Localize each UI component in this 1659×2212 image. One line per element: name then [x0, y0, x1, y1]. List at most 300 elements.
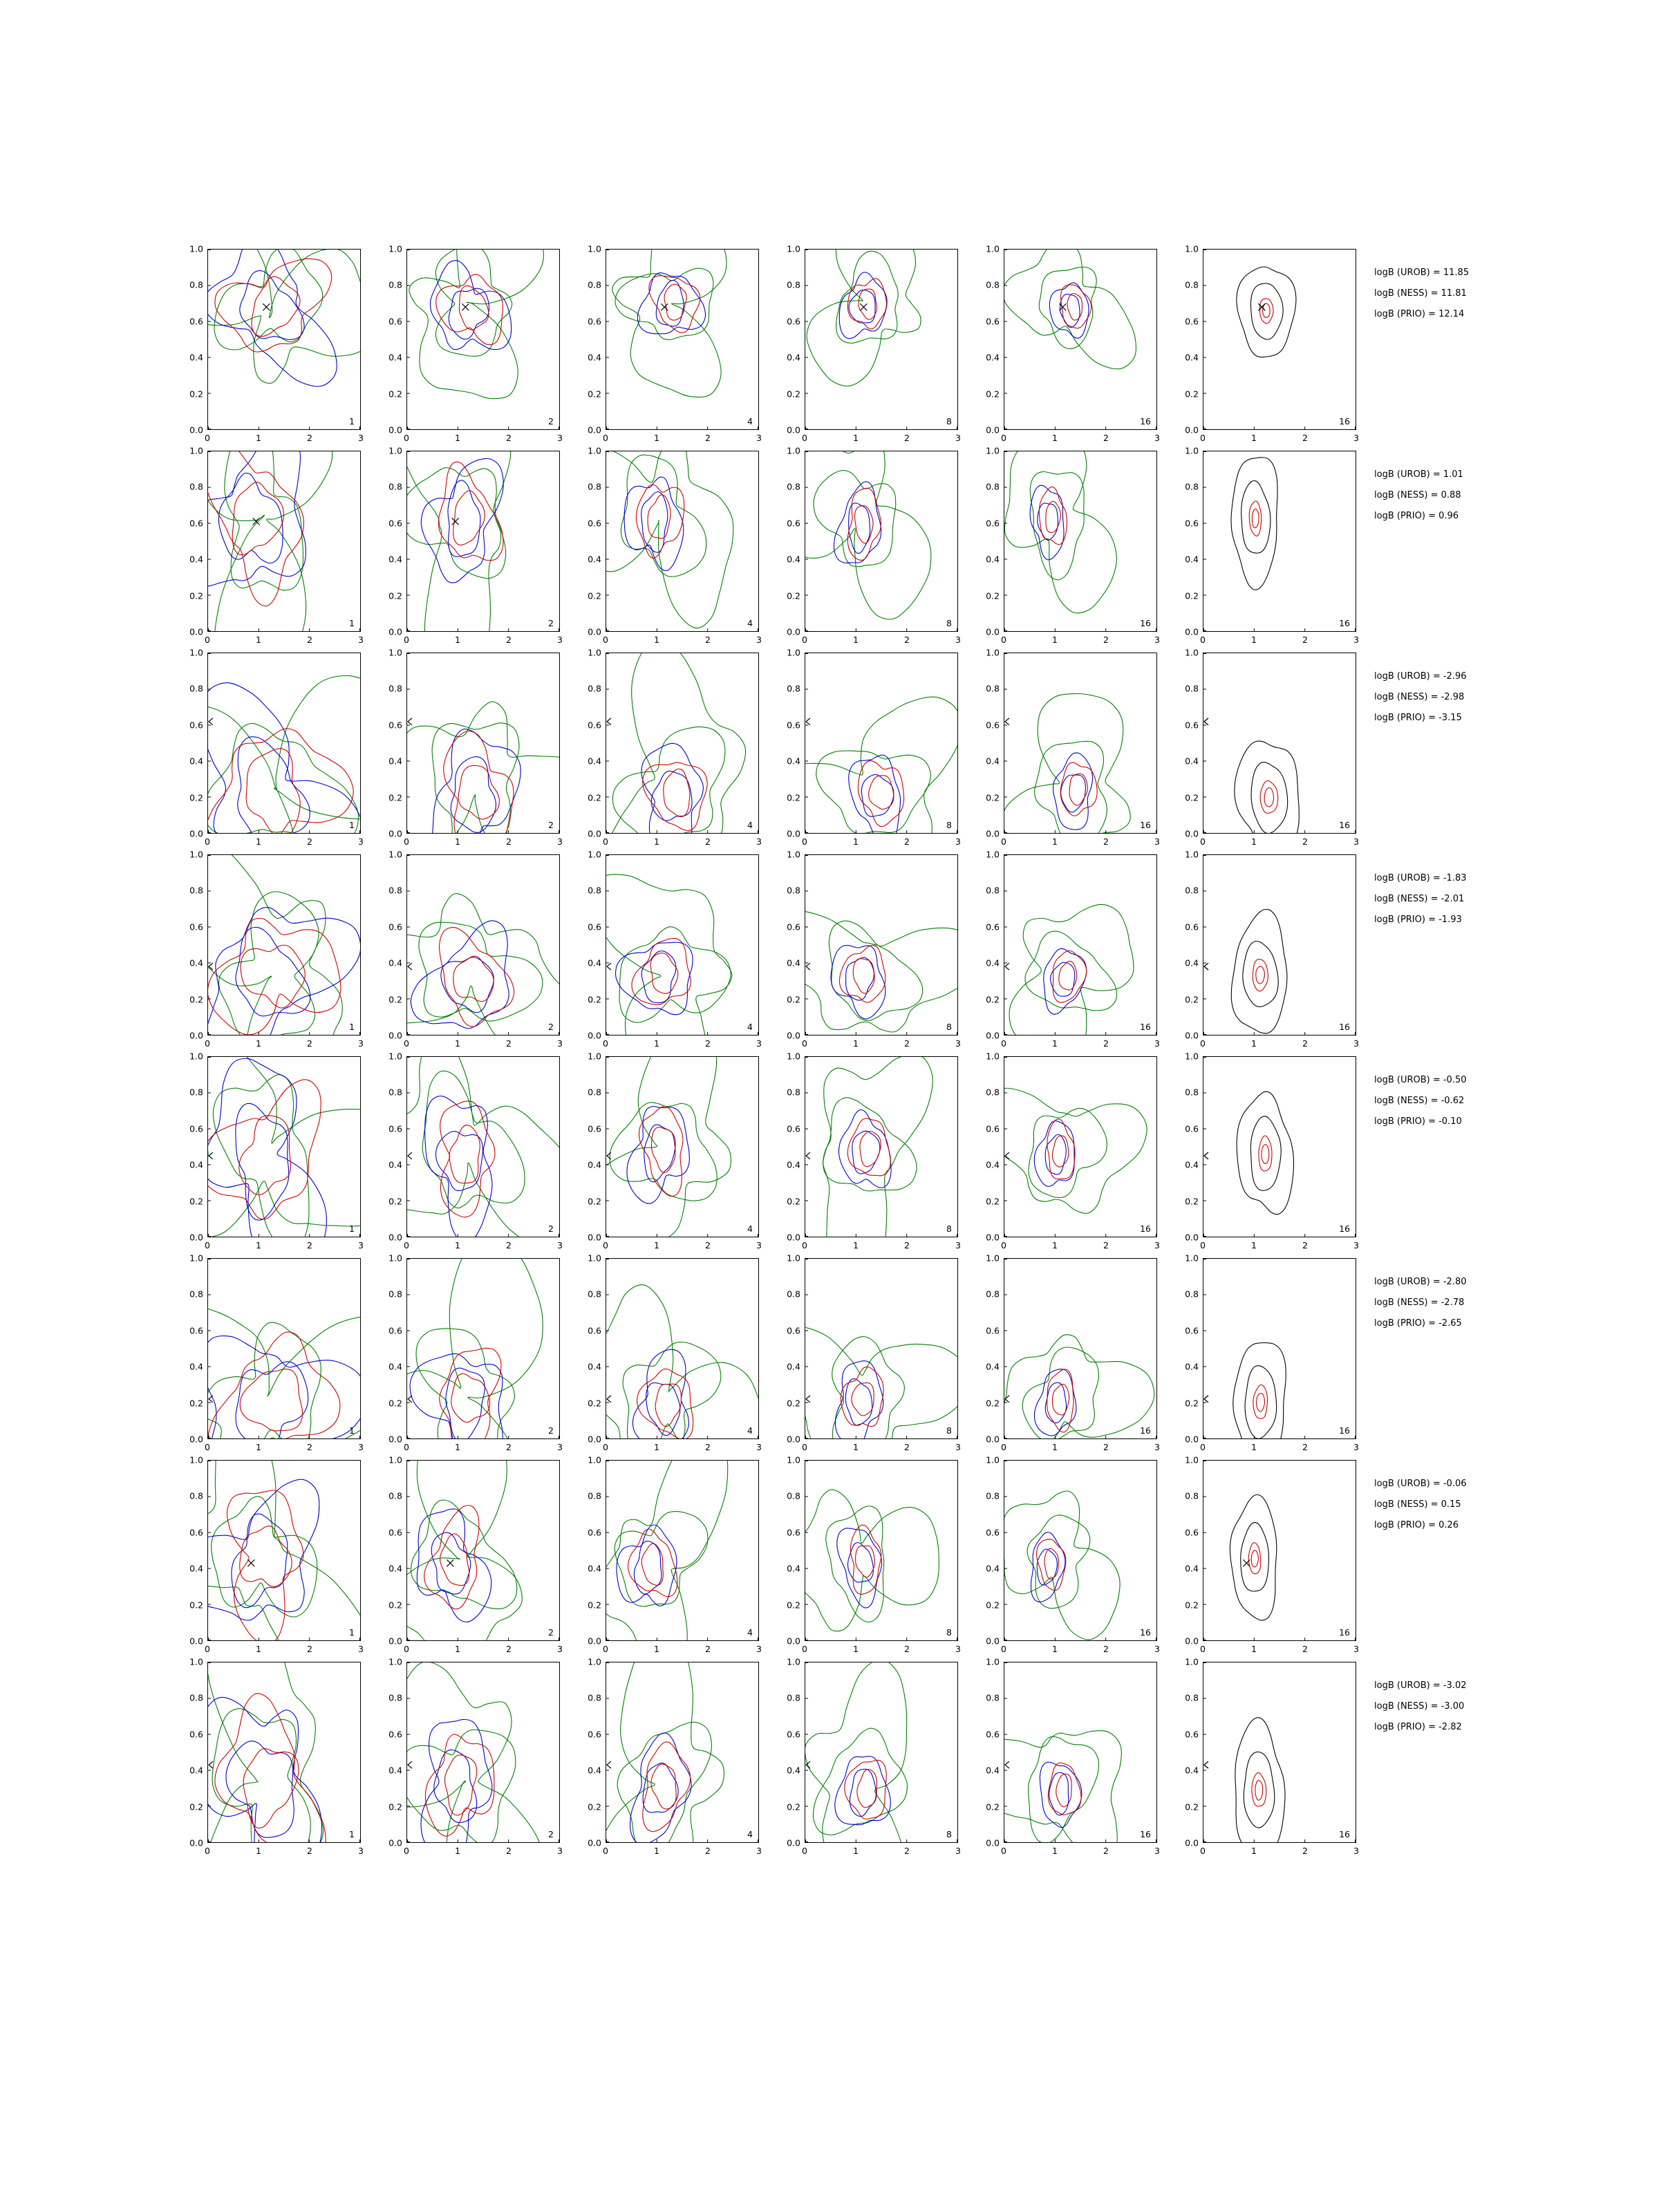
x-tick-label: 2: [904, 1644, 910, 1654]
x-tick-label: 0: [802, 1846, 807, 1856]
y-tick-label: 0.2: [1185, 1196, 1199, 1207]
y-tick-label: 0.2: [986, 590, 1000, 601]
x-tick-label: 3: [557, 635, 563, 645]
x-axis-ticklabels: [1001, 1846, 1160, 1859]
y-tick-label: 0.4: [189, 1361, 203, 1372]
y-tick-label: 0.0: [986, 424, 1000, 435]
y-tick-label: 1.0: [588, 647, 601, 658]
x-axis-ticklabels: [1200, 1240, 1359, 1254]
y-tick-label: 0.0: [787, 1030, 800, 1041]
x-tick-label: 0: [1200, 1846, 1206, 1856]
y-tick-label: 0.6: [986, 921, 1000, 932]
x-tick-label: 0: [603, 1442, 608, 1452]
contour-panel-cell: [968, 1253, 1167, 1460]
x-tick-label: 1: [1052, 1644, 1058, 1654]
x-tick-label: 1: [853, 836, 859, 847]
y-tick-label: 0.2: [1185, 994, 1199, 1005]
y-tick-label: 0.0: [588, 1635, 601, 1647]
x-axis-ticklabels: [603, 1442, 762, 1456]
x-tick-label: 0: [603, 1240, 608, 1250]
x-tick-label: 0: [1200, 1442, 1206, 1452]
y-tick-label: 0.2: [986, 792, 1000, 803]
x-tick-label: 0: [404, 1038, 409, 1049]
y-tick-label: 0.2: [588, 388, 601, 400]
x-tick-label: 1: [455, 433, 460, 443]
x-axis-ticklabels: [1001, 1644, 1160, 1658]
y-tick-label: 0.2: [189, 1398, 203, 1409]
x-tick-label: 2: [904, 836, 910, 847]
x-tick-label: 3: [1154, 1846, 1160, 1856]
x-tick-label: 0: [404, 1442, 409, 1452]
x-tick-label: 2: [904, 1846, 910, 1856]
x-tick-label: 0: [802, 1442, 807, 1452]
contour-panel-cell: [769, 1656, 968, 1864]
x-tick-label: 3: [358, 635, 364, 645]
x-axis-ticklabels: [603, 836, 762, 850]
x-tick-label: 3: [358, 1240, 364, 1250]
y-tick-label: 0.6: [1185, 921, 1199, 932]
y-tick-label: 0.4: [388, 1361, 402, 1372]
contour-panel-cell: [1167, 1656, 1366, 1864]
x-tick-label: 0: [404, 1846, 409, 1856]
x-tick-label: 2: [506, 433, 512, 443]
y-axis-ticklabels: [968, 849, 1000, 1041]
y-tick-label: 0.8: [787, 1288, 800, 1300]
x-axis-ticklabels: [1200, 433, 1359, 447]
y-tick-label: 0.6: [986, 1729, 1000, 1740]
x-axis-ticklabels: [404, 1038, 563, 1052]
y-tick-label: 1.0: [189, 243, 203, 254]
y-tick-label: 1.0: [1185, 1253, 1199, 1264]
y-tick-label: 0.8: [588, 1087, 601, 1098]
y-tick-label: 0.4: [588, 957, 601, 968]
y-tick-label: 0.4: [388, 756, 402, 767]
panel-number-label: 4: [747, 618, 753, 628]
x-axis-ticklabels: [603, 1240, 762, 1254]
x-tick-label: 1: [1251, 1240, 1257, 1250]
y-tick-label: 1.0: [787, 243, 800, 254]
y-tick-label: 0.4: [388, 957, 402, 968]
x-tick-label: 0: [603, 1038, 608, 1049]
contour-plot-panel: [1004, 854, 1157, 1035]
y-tick-label: 0.2: [986, 994, 1000, 1005]
y-axis-ticklabels: [570, 849, 601, 1041]
y-axis-ticklabels: [769, 445, 800, 637]
y-tick-label: 0.4: [388, 554, 402, 565]
x-tick-label: 3: [358, 433, 364, 443]
x-tick-label: 0: [802, 1038, 807, 1049]
y-tick-label: 0.4: [1185, 554, 1199, 565]
logb-annotation-line: logB (PRIO) = 0.96: [1374, 511, 1459, 521]
panel-number-label: 8: [946, 1829, 952, 1839]
x-tick-label: 3: [358, 1644, 364, 1654]
contour-panel-cell: [570, 1454, 769, 1662]
panel-number-label: 16: [1140, 618, 1151, 628]
x-tick-label: 1: [455, 635, 460, 645]
x-tick-label: 2: [1302, 1846, 1308, 1856]
contour-plot-panel: [406, 249, 560, 430]
y-tick-label: 0.0: [588, 1232, 601, 1243]
x-tick-label: 3: [756, 1240, 762, 1250]
y-tick-label: 0.6: [787, 316, 800, 327]
y-tick-label: 0.8: [1185, 885, 1199, 896]
contour-plot-panel: [1004, 653, 1157, 834]
y-axis-ticklabels: [1167, 445, 1199, 637]
logb-annotation-line: logB (PRIO) = -0.10: [1374, 1116, 1462, 1127]
x-axis-ticklabels: [205, 1644, 364, 1658]
y-tick-label: 0.0: [787, 424, 800, 435]
contour-panel-cell: [769, 849, 968, 1056]
contour-panel-cell: [570, 1253, 769, 1460]
x-tick-label: 1: [1052, 1240, 1058, 1250]
y-tick-label: 0.2: [1185, 792, 1199, 803]
x-tick-label: 1: [256, 1846, 261, 1856]
x-tick-label: 2: [705, 1442, 711, 1452]
contour-plot-panel: [1004, 1662, 1157, 1843]
y-tick-label: 0.8: [1185, 481, 1199, 492]
logb-annotation-line: logB (NESS) = -3.00: [1374, 1701, 1465, 1712]
y-axis-ticklabels: [570, 243, 601, 435]
x-tick-label: 1: [455, 1846, 460, 1856]
y-tick-label: 0.6: [787, 921, 800, 932]
y-tick-label: 1.0: [388, 1253, 402, 1264]
panel-number-label: 2: [548, 1022, 554, 1032]
contour-plot-panel: [1203, 1662, 1356, 1843]
x-axis-ticklabels: [404, 1442, 563, 1456]
y-axis-ticklabels: [371, 849, 402, 1041]
x-tick-label: 3: [955, 1038, 961, 1049]
panel-number-label: 8: [946, 1425, 952, 1436]
y-tick-label: 0.2: [1185, 388, 1199, 400]
y-tick-label: 0.0: [1185, 1434, 1199, 1445]
contour-panel-cell: [968, 849, 1167, 1056]
y-axis-ticklabels: [570, 647, 601, 839]
x-axis-ticklabels: [802, 1442, 961, 1456]
y-axis-ticklabels: [570, 445, 601, 637]
x-tick-label: 3: [955, 836, 961, 847]
x-tick-label: 1: [1251, 1846, 1257, 1856]
y-tick-label: 0.0: [1185, 828, 1199, 839]
x-tick-label: 0: [603, 635, 608, 645]
y-tick-label: 1.0: [787, 647, 800, 658]
x-tick-label: 0: [1200, 433, 1206, 443]
x-axis-ticklabels: [1200, 1442, 1359, 1456]
y-tick-label: 0.2: [787, 1801, 800, 1812]
y-tick-label: 0.0: [787, 1434, 800, 1445]
contour-plot-panel: [406, 1056, 560, 1237]
contour-panel-cell: [1167, 1051, 1366, 1258]
contour-panel-cell: [570, 1656, 769, 1864]
x-tick-label: 1: [654, 433, 659, 443]
y-tick-label: 0.6: [588, 921, 601, 932]
x-tick-label: 2: [1103, 1644, 1109, 1654]
y-tick-label: 1.0: [588, 849, 601, 860]
x-tick-label: 1: [1052, 836, 1058, 847]
panel-number-label: 8: [946, 1022, 952, 1032]
y-tick-label: 0.6: [1185, 316, 1199, 327]
x-tick-label: 0: [404, 433, 409, 443]
x-tick-label: 1: [1052, 635, 1058, 645]
y-tick-label: 0.0: [588, 424, 601, 435]
contour-plot-panel: [606, 249, 759, 430]
contour-panel-cell: [968, 445, 1167, 653]
y-tick-label: 0.0: [588, 1837, 601, 1848]
y-tick-label: 0.2: [189, 994, 203, 1005]
x-axis-ticklabels: [802, 433, 961, 447]
y-tick-label: 0.2: [787, 994, 800, 1005]
contour-plot-panel: [606, 1258, 759, 1439]
y-tick-label: 0.8: [986, 279, 1000, 290]
y-tick-label: 1.0: [1185, 445, 1199, 456]
x-tick-label: 1: [853, 1644, 859, 1654]
y-tick-label: 0.4: [787, 1361, 800, 1372]
x-tick-label: 0: [603, 1644, 608, 1654]
y-tick-label: 0.8: [1185, 1087, 1199, 1098]
y-tick-label: 1.0: [1185, 1656, 1199, 1667]
y-tick-label: 0.0: [388, 1030, 402, 1041]
y-axis-ticklabels: [1167, 1454, 1199, 1647]
y-tick-label: 1.0: [787, 849, 800, 860]
y-tick-label: 0.2: [986, 388, 1000, 400]
y-tick-label: 0.8: [189, 1490, 203, 1501]
contour-panel-cell: [570, 647, 769, 854]
panel-number-label: 16: [1140, 1425, 1151, 1436]
x-tick-label: 1: [654, 1644, 659, 1654]
y-tick-label: 0.2: [388, 1600, 402, 1611]
y-tick-label: 0.0: [588, 1030, 601, 1041]
y-tick-label: 0.4: [787, 1159, 800, 1170]
y-tick-label: 0.2: [1185, 1398, 1199, 1409]
y-tick-label: 0.8: [588, 481, 601, 492]
x-tick-label: 2: [307, 1442, 312, 1452]
logb-annotation-block: [1374, 868, 1467, 930]
x-tick-label: 2: [1302, 1644, 1308, 1654]
y-tick-label: 0.8: [388, 481, 402, 492]
y-tick-label: 0.2: [588, 1600, 601, 1611]
x-axis-ticklabels: [1001, 1038, 1160, 1052]
x-tick-label: 2: [1302, 1442, 1308, 1452]
x-tick-label: 1: [1251, 1038, 1257, 1049]
y-tick-label: 0.2: [189, 388, 203, 400]
logb-annotation-line: logB (UROB) = -0.06: [1374, 1479, 1467, 1489]
panel-number-label: 2: [548, 1425, 554, 1436]
y-axis-ticklabels: [1167, 849, 1199, 1041]
y-tick-label: 0.2: [1185, 1600, 1199, 1611]
y-tick-label: 0.6: [388, 720, 402, 731]
x-tick-label: 1: [1251, 1442, 1257, 1452]
logb-annotation-line: logB (NESS) = -2.98: [1374, 692, 1465, 702]
y-tick-label: 0.0: [787, 1837, 800, 1848]
logb-annotation-line: logB (UROB) = 11.85: [1374, 268, 1470, 278]
logb-annotation-line: logB (UROB) = -3.02: [1374, 1680, 1467, 1691]
logb-annotation-block: [1374, 1070, 1467, 1132]
x-tick-label: 1: [654, 1442, 659, 1452]
x-tick-label: 2: [506, 1038, 512, 1049]
panel-number-label: 4: [747, 416, 753, 427]
y-tick-label: 0.8: [986, 1490, 1000, 1501]
y-tick-label: 1.0: [189, 1051, 203, 1062]
contour-panel-cell: [371, 1656, 570, 1864]
x-axis-ticklabels: [205, 1038, 364, 1052]
y-tick-label: 1.0: [588, 243, 601, 254]
logb-annotation-line: logB (PRIO) = -2.82: [1374, 1722, 1462, 1732]
x-tick-label: 1: [1251, 1644, 1257, 1654]
y-tick-label: 0.4: [787, 1563, 800, 1574]
contour-plot-panel: [406, 1460, 560, 1641]
y-tick-label: 0.4: [1185, 1361, 1199, 1372]
contour-panel-cell: [769, 1454, 968, 1662]
y-tick-label: 0.4: [1185, 1765, 1199, 1776]
y-tick-label: 0.8: [986, 683, 1000, 694]
y-tick-label: 0.4: [1185, 756, 1199, 767]
y-tick-label: 0.8: [986, 1692, 1000, 1703]
panel-number-label: 16: [1339, 820, 1350, 830]
y-tick-label: 0.8: [787, 885, 800, 896]
y-tick-label: 0.2: [787, 1196, 800, 1207]
y-tick-label: 0.8: [588, 1692, 601, 1703]
x-tick-label: 2: [1302, 1038, 1308, 1049]
x-tick-label: 2: [1103, 1038, 1109, 1049]
contour-plot-panel: [805, 1056, 958, 1237]
y-tick-label: 0.4: [986, 1563, 1000, 1574]
y-tick-label: 0.0: [189, 424, 203, 435]
contour-panel-cell: [171, 1051, 371, 1258]
y-tick-label: 0.2: [588, 1801, 601, 1812]
contour-plot-panel: [805, 854, 958, 1035]
y-tick-label: 0.2: [189, 1801, 203, 1812]
y-axis-ticklabels: [1167, 1051, 1199, 1243]
y-tick-label: 0.0: [1185, 1635, 1199, 1647]
contour-plot-panel: [406, 854, 560, 1035]
contour-plot-panel: [1203, 1460, 1356, 1641]
x-axis-ticklabels: [404, 1644, 563, 1658]
logb-annotation-line: logB (PRIO) = -2.65: [1374, 1318, 1462, 1329]
x-tick-label: 3: [756, 1038, 762, 1049]
y-axis-ticklabels: [769, 1253, 800, 1445]
y-tick-label: 0.6: [588, 1123, 601, 1134]
y-tick-label: 0.4: [1185, 1159, 1199, 1170]
y-axis-ticklabels: [769, 1656, 800, 1848]
y-tick-label: 1.0: [787, 1051, 800, 1062]
x-tick-label: 1: [256, 1038, 261, 1049]
y-axis-ticklabels: [570, 1656, 601, 1848]
contour-panel-cell: [968, 647, 1167, 854]
y-tick-label: 0.2: [388, 792, 402, 803]
x-axis-ticklabels: [802, 1240, 961, 1254]
contour-plot-panel: [606, 1460, 759, 1641]
x-tick-label: 3: [1154, 1644, 1160, 1654]
x-tick-label: 2: [1103, 635, 1109, 645]
y-tick-label: 0.8: [986, 1087, 1000, 1098]
x-axis-ticklabels: [802, 1644, 961, 1658]
contour-plot-panel: [805, 451, 958, 632]
y-tick-label: 0.6: [588, 1729, 601, 1740]
y-tick-label: 0.0: [1185, 424, 1199, 435]
x-tick-label: 3: [358, 1442, 364, 1452]
logb-annotation-line: logB (UROB) = -1.83: [1374, 873, 1467, 883]
y-tick-label: 0.6: [787, 1527, 800, 1538]
contour-panel-cell: [769, 1253, 968, 1460]
y-tick-label: 1.0: [388, 243, 402, 254]
y-axis-ticklabels: [769, 1454, 800, 1647]
x-tick-label: 1: [256, 1644, 261, 1654]
contour-panel-cell: [769, 445, 968, 653]
y-tick-label: 0.2: [388, 388, 402, 400]
x-tick-label: 3: [358, 1846, 364, 1856]
x-tick-label: 1: [1251, 635, 1257, 645]
contour-panel-cell: [371, 1253, 570, 1460]
y-tick-label: 0.8: [1185, 1692, 1199, 1703]
contour-panel-cell: [769, 243, 968, 451]
y-axis-ticklabels: [171, 1656, 203, 1848]
x-tick-label: 2: [506, 1442, 512, 1452]
x-tick-label: 3: [557, 1038, 563, 1049]
panel-number-label: 4: [747, 1224, 753, 1234]
y-tick-label: 0.8: [986, 1288, 1000, 1300]
y-tick-label: 0.8: [189, 1692, 203, 1703]
contour-panel-cell: [968, 1051, 1167, 1258]
x-tick-label: 1: [455, 1038, 460, 1049]
panel-row: [171, 647, 1366, 854]
x-tick-label: 1: [1251, 433, 1257, 443]
x-tick-label: 0: [1200, 1038, 1206, 1049]
x-tick-label: 2: [307, 1038, 312, 1049]
y-axis-ticklabels: [769, 647, 800, 839]
y-tick-label: 0.0: [388, 424, 402, 435]
y-tick-label: 0.0: [787, 828, 800, 839]
x-tick-label: 3: [756, 1442, 762, 1452]
x-axis-ticklabels: [1001, 836, 1160, 850]
x-tick-label: 1: [455, 1442, 460, 1452]
x-tick-label: 0: [404, 1644, 409, 1654]
x-tick-label: 0: [603, 836, 608, 847]
x-tick-label: 3: [756, 1846, 762, 1856]
y-tick-label: 0.8: [787, 1490, 800, 1501]
y-axis-ticklabels: [968, 1454, 1000, 1647]
y-tick-label: 0.4: [986, 756, 1000, 767]
x-tick-label: 3: [557, 433, 563, 443]
y-tick-label: 0.4: [588, 756, 601, 767]
x-tick-label: 3: [1154, 1240, 1160, 1250]
y-tick-label: 0.8: [388, 1490, 402, 1501]
contour-panel-cell: [171, 1253, 371, 1460]
contour-plot-panel: [1004, 249, 1157, 430]
y-tick-label: 0.6: [986, 720, 1000, 731]
y-tick-label: 0.4: [388, 1765, 402, 1776]
y-tick-label: 0.6: [189, 518, 203, 529]
logb-annotation-block: [1374, 465, 1463, 527]
y-axis-ticklabels: [570, 1051, 601, 1243]
y-tick-label: 0.0: [1185, 1837, 1199, 1848]
x-axis-ticklabels: [404, 433, 563, 447]
y-tick-label: 0.8: [1185, 683, 1199, 694]
x-axis-ticklabels: [1001, 1442, 1160, 1456]
x-tick-label: 0: [1200, 1240, 1206, 1250]
x-tick-label: 1: [654, 1038, 659, 1049]
y-axis-ticklabels: [1167, 243, 1199, 435]
y-tick-label: 0.6: [787, 1729, 800, 1740]
y-tick-label: 0.8: [388, 1692, 402, 1703]
x-tick-label: 3: [358, 1038, 364, 1049]
x-tick-label: 2: [705, 836, 711, 847]
contour-panel-cell: [171, 1656, 371, 1864]
y-tick-label: 0.4: [388, 1563, 402, 1574]
logb-annotation-line: logB (NESS) = 11.81: [1374, 288, 1467, 299]
contour-panel-cell: [968, 243, 1167, 451]
y-axis-ticklabels: [769, 1051, 800, 1243]
contour-panel-cell: [371, 1454, 570, 1662]
x-tick-label: 3: [756, 1644, 762, 1654]
